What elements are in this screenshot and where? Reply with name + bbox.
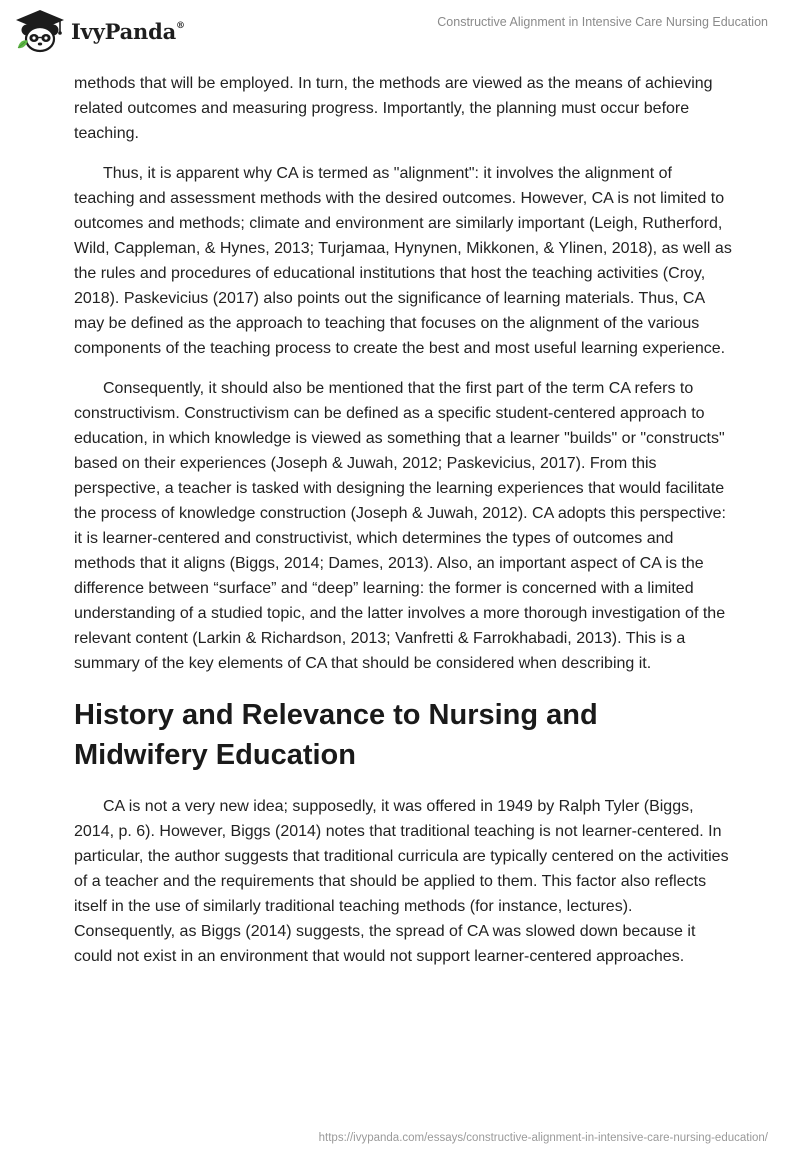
paragraph: Consequently, it should also be mentioned that the first part of the term CA refers to constructivism. Constructivism can be defined as a specific student-centered approach to education, in which knowledge is viewed as something that a learner "builds" or "constructs" based on their experiences (Joseph & Juwah, 2012; Paskevicius, 2017). From this perspective, a teacher is tasked with designing the learning experiences that would facilitate the process of knowledge construction (Joseph & Juwah, 2012). CA adopts this perspective: it is learner-centered and constructivist, which determines the types of outcomes and methods that it aligns (Biggs, 2014; Dames, 2013). Also, an important aspect of CA is the difference between “surface” and “deep” learning: the former is concerned with a limited understanding of a studied topic, and the latter involves a more thorough investigation of the relevant content (Larkin & Richardson, 2013; Vanfretti & Farrokhabadi, 2013). This is a summary of the key elements of CA that should be considered when describing it. <box>74 380 726 672</box>
essay-body <box>74 71 734 984</box>
document-title: Constructive Alignment in Intensive Care Nursing Education <box>437 15 768 29</box>
paragraph: methods that will be employed. In turn, the methods are viewed as the means of achieving related outcomes and measuring progress. Importantly, the planning must occur before teaching. <box>74 75 713 142</box>
paragraph: Thus, it is apparent why CA is termed as "alignment": it involves the alignment of teaching and assessment methods with the desired outcomes. However, CA is not limited to outcomes and methods; climate and environment are similarly important (Leigh, Rutherford, Wild, Cappleman, & Hynes, 2013; Turjamaa, Hynynen, Mikkonen, & Ylinen, 2018), as well as the rules and procedures of educational institutions that host the teaching activities (Croy, 2018). Paskevicius (2017) also points out the significance of learning materials. Thus, CA may be defined as the approach to teaching that focuses on the alignment of the various components of the teaching process to create the best and most useful learning experience. <box>74 165 732 357</box>
panda-graduate-icon <box>14 8 66 54</box>
ivypanda-logo[interactable] <box>14 8 185 54</box>
brand-name: IvyPanda® <box>71 18 185 44</box>
paragraph: CA is not a very new idea; supposedly, it was offered in 1949 by Ralph Tyler (Biggs, 2014, p. 6). However, Biggs (2014) notes that traditional teaching is not learner-centered. In particular, the author suggests that traditional curricula are typically centered on the activities of a teacher and the requirements that should be applied to them. This factor also reflects itself in the use of similarly traditional teaching methods (for instance, lectures). Consequently, as Biggs (2014) suggests, the spread of CA was slowed down because it could not exist in an environment that would not support learner-centered approaches. <box>74 798 729 965</box>
section-heading: History and Relevance to Nursing and Midwifery Education <box>74 699 598 771</box>
source-url[interactable]: https://ivypanda.com/essays/constructive-alignment-in-intensive-care-nursing-education/ <box>318 1132 768 1144</box>
page-header <box>0 0 800 62</box>
